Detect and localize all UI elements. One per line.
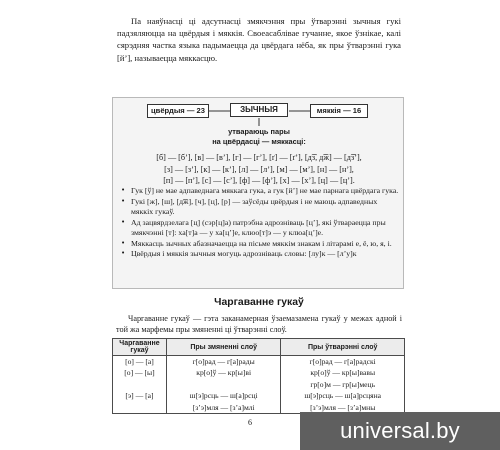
bullet-icon: • [121,217,126,226]
table-header: Пры ўтварэнні слоў [281,339,405,356]
table-cell: ш[э]рсць — ш[а]рсці [166,390,281,401]
table-cell: г[о]рад — г[а]радскі [281,356,405,368]
sound-alternation-table [112,338,405,414]
bullet-icon: • [121,186,126,194]
table-cell: [з’э]мля — [з’а]млі [166,402,281,414]
note-item: • Мяккасць зычных абазначаецца на пісьме мяккім знакам і літарамі е, ё, ю, я, і. [121,238,392,248]
table-cell: [з’э]мля — [з’а]мны [281,402,405,414]
bullet-icon: • [121,249,126,258]
table-row [113,356,405,368]
table-cell [166,379,281,390]
table-header: Пры змяненні слоў [166,339,281,356]
consonant-pairs [123,152,395,187]
soft-consonants-label: мяккія — 16 [310,104,368,118]
consonants-info-box [112,97,404,289]
note-item: • Гукі [ж], [ш], [д͡ж], [ч], [ц], [р] — заўсёды цвёрдыя і не маюць адпаведных мяккіх гукаў. [121,196,378,216]
pairs-line: [п] — [п’], [с] — [с’], [ф] — [ф’], [х] — [х’], [ц] — [ц’]. [163,176,355,185]
table-cell: ш[э]рсць — ш[а]рсцяна [281,390,405,401]
table-row [113,367,405,378]
table-cell: г[о]рад — г[а]рады [166,356,281,368]
consonant-notes [121,186,399,260]
table-cell: кр[о]ў — кр[ы]ві [166,367,281,378]
bullet-icon: • [121,196,126,205]
table-row [113,379,405,390]
table-cell [113,379,167,390]
table-cell: [э] — [а] [113,390,167,401]
definition-paragraph: Чаргаванне гукаў — гэта заканамерная ўзаемазамена гукаў у межах адной і той жа марфемы пры змяненні ці ўтварэнні слоў. [116,314,402,334]
table-cell: гр[о]м — гр[ы]мець [281,379,405,390]
section-title: Чаргаванне гукаў [214,297,304,308]
table-cell [113,402,167,414]
note-item: • Гук [ў] не мае адпаведнага мяккага гука, а гук [й’] не мае парнага цвёрдага гука. [121,186,399,195]
pairs-title: утвараюць пары на цвёрдасці — мяккасці: [212,127,306,146]
table-cell: [о] — [а] [113,356,167,368]
hard-consonants-label: цвёрдыя — 23 [147,104,209,118]
pairs-line: [б] — [б’], [в] — [в’], [г] — [г’], [ґ] — [ґ’], [д͡з, д͡ж] — [д͡з’], [156,153,362,162]
bullet-icon: • [121,238,126,247]
page-number: 6 [248,418,252,427]
consonants-title: ЗЫЧНЫЯ [230,103,288,117]
table-cell: [о] — [ы] [113,367,167,378]
table-header-row [113,339,405,356]
table-cell: кр[о]ў — кр[ы]вавы [281,367,405,378]
note-item: • Цвёрдыя і мяккія зычныя могуць адрозніваць словы: [лу]к — [л’у]к [121,249,357,259]
intro-paragraph: Па наяўнасці ці адсутнасці змякчэння пры ўтварэнні зычныя гукі падзяляюцца на цвёрдыя і мяккія. Своеасаблівае гучанне, якое ўзнікае, калі сярэдняя частка языка падымаецца да цвёрдага нёба, як пры ўтварэнні гука [й’], называецца мяккасцю. [117,16,401,63]
note-item: • Ад зацвярдзелага [ц] (сэр[ц]а) патрэбна адрозніваць [ц’], які ўтвараецца пры змякчэнні [т]: ха[т]а — у ха[ц’]е, клюо[т]э — у клюа[ц’]е. [121,217,386,237]
table-row [113,390,405,401]
watermark: universal.by [300,412,500,450]
pairs-line: [з] — [з’], [к] — [к’], [л] — [л’], [м] — [м’], [н] — [н’], [164,164,354,174]
table-header: Чаргаванне гукаў [113,339,167,356]
